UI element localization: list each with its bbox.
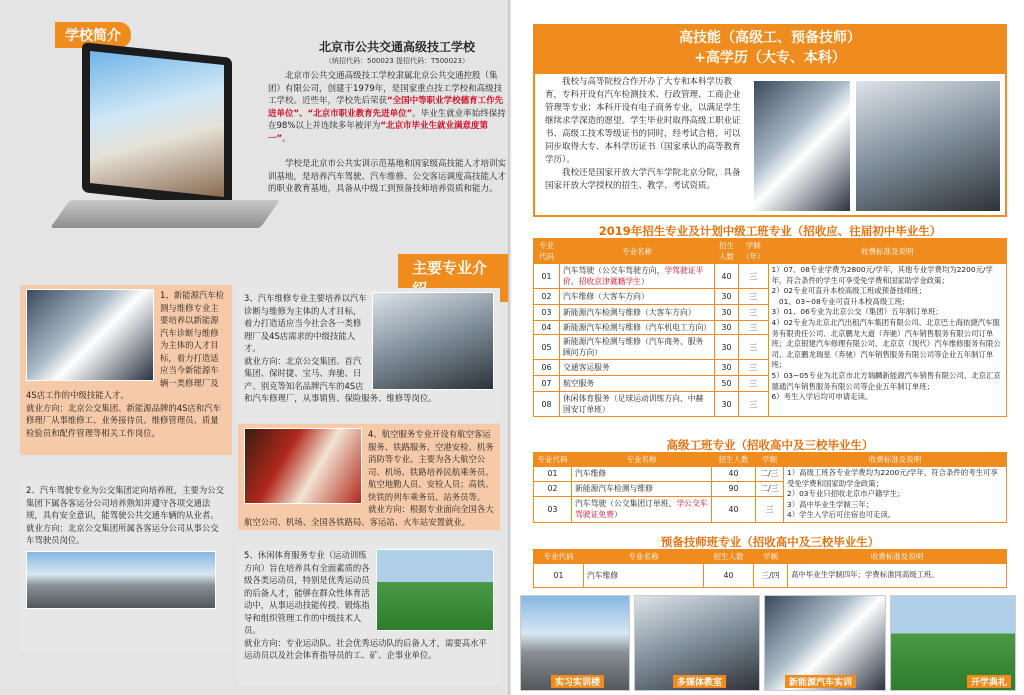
- fee-notes-intermediate: 1）07、08专业学费为2800元/学年，其他专业学费均为2200元/学年，符合条件的学生可享受免学费和国家助学金政策； 2）02专业可直升本校高级工班或预备技师班； 01、03~08专业可直升本校高级工班； 3）01、06专业为北京公交（集团）五年制订单班； 4）02专业为北京北汽出租汽车集团有限公司、北京巴士海依捷汽车服务有限责任公司、北京鹏龙大道（奔驰）汽车销售服务有限公司订单班；北京银建汽车修理有限公司、北京京（现代）汽车维修服务有限公司、北京鹏龙瑞星（奔驰）汽车销售服务有限公司等企业五年制订单班； 5）03~05专业为北京市北方瑞麟新能源汽车销售有限公司、北京汇京德通汽车销售服务有限公司等企业五年制订单班； 6）考生入学后均可申请走读。: [768, 264, 1007, 417]
- fee-notes-advanced: 1）高级工班各专业学费均为2200元/学年，符合条件的考生可享受免学费和国家助学金政策； 2）03专业只招收北京市户籍学生； 3）高中毕业生学制三年； 4）学生入学后可住宿也可走读。: [784, 467, 1007, 523]
- football-photo: [376, 549, 494, 631]
- strip-photo-2: 多媒体教室: [634, 595, 760, 691]
- major-4-box: [238, 424, 500, 530]
- col-num: 招生人数: [715, 239, 739, 264]
- major-intro-tag: 主要专业介: [398, 254, 512, 302]
- school-intro-tag: 学校简介: [55, 22, 131, 48]
- major-2-text: 2、汽车驾驶专业为公交集团定向培养班，主要为公交集团下属各客运分公司培养熟知并遵守各项交通法规，具有安全意识，能驾驶公共交通车辆的从业者。: [26, 485, 224, 520]
- strip-photo-4: 开学典礼: [890, 595, 1016, 691]
- table-row: 02 汽车维修（大客车方向） 30 三: [534, 289, 1007, 305]
- fee-notes-technician: 高中毕业生学制四年；学费标准同高级工班。: [788, 564, 1007, 588]
- col-fee: 收费标准及说明: [768, 239, 1007, 264]
- table-row: 03 汽车驾驶（公交集团订单班、学公交车驾驶证免费） 40 三: [534, 496, 1007, 522]
- major-2-box: [20, 480, 232, 652]
- major-5-jobs: 就业方向：专业运动队、社会优秀运动队的后备人才，需要高水平运动员以及社会体育指导员的工、矿、企事业单位。: [244, 637, 487, 660]
- col-years: 学制（年）: [739, 239, 769, 264]
- major-3-box: [238, 288, 500, 422]
- photo-strip: [520, 595, 1018, 691]
- major-5-box: [238, 545, 500, 685]
- major-3-text: 3、汽车维修专业主要培养以汽车诊断与维修为主体的人才目标，着力打造适应当今社会各一类修理厂及4S店需求的中级技能人才。: [244, 293, 367, 353]
- table-row: 04 新能源汽车检测与维修（汽车机电工方向） 30 三: [534, 321, 1007, 335]
- major-1-text: 1、新能源汽车检测与维修专业主要培养以新能源汽车诊断与维修为主体的人才目标，着力打造适应当今新能源车辆一类修理厂及4S店工作的中级技能人才。: [26, 290, 224, 400]
- table-row: 03 新能源汽车检测与维修（大客车方向） 30 三: [534, 305, 1007, 321]
- school-title: 北京市公共交通高级技工学校: [318, 40, 475, 54]
- major-4-text: 4、航空服务专业开设有航空客运服务、铁路服务、空港安检、机务消防等专业。主要为各大航空公司、机场、铁路培养民航乘务员、航空地勤人员、安检人员；高铁、快铁的列车乘务员、站务员等。: [368, 429, 494, 502]
- student-repair-photo: [753, 80, 851, 212]
- table-row: 01 汽车驾驶（公交车驾驶方向、学驾驶证半价、招收京津冀籍学生） 40 三 1）07、08专业学费为2800元/学年，其他专业学费均为2200元/学年，符合条件的学生可享受免学费和国家助学金政策； 2）02专业可直升本校高级工班或预备技师班； 01、03~08专业可直升本校高级工班； 3）01、06专业为北京公交（集团）五年制订单班； 4）02专业为北京北汽出租汽车集团有限公司、北京巴士海依捷汽车服务有限责任公司、北京鹏龙大道（奔驰）汽车销售服务有限公司订单班；北京银建汽车修理有限公司、北京京（现代）汽车维修服务有限公司、北京鹏龙瑞星（奔驰）汽车销售服务有限公司等企业五年制订单班； 5）03~05专业为北京市北方瑞麟新能源汽车销售有限公司、北京汇京德通汽车销售服务有限公司等企业五年制订单班； 6）考生入学后均可申请走读。: [534, 264, 1007, 289]
- car-repair-photo: [372, 292, 494, 390]
- table-row: 06 交通客运服务 30 三: [534, 360, 1007, 376]
- intro-paragraph-2: 学校是北京市公共实训示范基地和国家级高技能人才培训实训基地，是培养汽车驾驶、汽车维修、公交客运调度高技能人才的职业教育基地，具备从中级工到预备技师培养资质和能力。: [268, 159, 507, 194]
- col-code: 专业代码: [534, 239, 560, 264]
- major-3-jobs: 就业方向：北京公交集团、首汽集团、保时捷、宝马、奔驰、日产、别克等知名品牌汽车的4S店和汽车修理厂，从事销售、保险服务、维修等岗位。: [244, 355, 437, 403]
- table-technician: 专业代码 专业名称 招生人数 学制 收费标准及说明 01 汽车维修 40 三/四 高中毕业生学制四年；学费标准同高级工班。: [533, 549, 1007, 588]
- laptop-illustration: [60, 50, 270, 250]
- strip-photo-1: 实习实训楼: [520, 595, 630, 691]
- major-5-text: 5、休闲体育服务专业（运动训练方向）旨在培养具有全面素质的各级各类运动员，特别是优秀运动员的后备人才，能够在群众性体育活动中，从事运动技能传授、锻炼指导和组织管理工作的中级技术人员。: [244, 550, 370, 635]
- ev-repair-photo: [26, 289, 154, 381]
- major-2-jobs: 就业方向：北京公交集团所属各客运分公司从事公交车驾驶员岗位。: [26, 522, 219, 545]
- table-row: 01 汽车维修 40 二/三 1）高级工班各专业学费均为2200元/学年，符合条件的考生可享受免学费和国家助学金政策； 2）03专业只招收北京市户籍学生； 3）高中毕业生学制三年； 4）学生入学后可住宿也可走读。: [534, 467, 1007, 482]
- table-row: 08 休闲体育服务（足球运动训练方向、中赫国安订单班） 30 三: [534, 392, 1007, 417]
- section-title-intermediate: 2019年招生专业及计划中级工班专业（招收应、往届初中毕业生）: [598, 224, 942, 238]
- strip-photo-3: 新能源汽车实训: [764, 595, 886, 691]
- section-title-advanced: 高级工班专业（招收高中及三校毕业生）: [666, 438, 874, 452]
- higher-education-text: 我校与高等院校合作开办了大专和本科学历教育，专科开设有汽车检测技术、行政管理、工商企业管理等专业；本科开设有电子商务专业，以满足学生继续求学深造的愿望。学生毕业时取得高级工职业证书、高级工技术等级证书的同时，经考试合格，可以同步取得大专、本科学历证书（国家承认的高等教育学历）。 我校还是国家开放大学汽车学院北京分院，具备国家开放大学授权的招生、教学、考试资质。: [545, 77, 741, 191]
- bus-photo: [26, 551, 216, 609]
- intro-paragraph-1: 北京市公共交通高级技工学校隶属北京公共交通控股（集团）有限公司，创建于1979年，是国家重点技工学校和高级技工学校。近些年，学校先后荣获“全国中等职业学校德育工作先进单位”、“北京市职业教育先进单位”。毕业生就业率始终保持在98%以上并连续多年被评为“北京市毕业生就业满意度第一”。: [268, 71, 506, 144]
- aviation-photo: [244, 428, 362, 504]
- table-intermediate: [533, 238, 1007, 417]
- major-1-box: [20, 285, 232, 455]
- major-4-jobs: 就业方向：根据专业面向全国各大航空公司、机场、全国各铁路局、客运站、火车站安置就业。: [244, 504, 494, 527]
- col-name: 专业名称: [560, 239, 715, 264]
- table-advanced: 专业代码 专业名称 招生人数 学制 收费标准及说明 01 汽车维修 40 二/三 1）高级工班各专业学费均为2200元/学年，符合条件的考生可享受免学费和国家助学金政策； 2）03专业只招收北京市户籍学生； 3）高中毕业生学制三年； 4）学生入学后可住宿也可走读。 02 新能源汽车检测与维修 90 二/三 03 汽车驾驶（公交集团订单班、学公交车驾驶证免费） 40 三: [533, 452, 1007, 523]
- table-row: 05 新能源汽车检测与维修（汽车商务、服务顾问方向） 30 三: [534, 335, 1007, 360]
- admission-codes: （统招代码：500023 提招代码：T500023）: [325, 57, 469, 65]
- higher-education-banner: 高技能（高级工、预备技师） +高学历（大专、本科）: [533, 24, 1007, 72]
- campus-photo: [90, 51, 224, 197]
- table-row: 02 新能源汽车检测与维修 90 二/三: [534, 481, 1007, 496]
- workshop-photo: [855, 80, 1001, 212]
- major-1-jobs: 就业方向：北京公交集团、新能源品牌的4S店和汽车修理厂从事维修工、业务接待员、维修管理员、质量检验员和配件管理等相关工作岗位。: [26, 402, 221, 438]
- table-row: 07 航空服务 50 三: [534, 376, 1007, 392]
- table-row: 01 汽车维修 40 三/四 高中毕业生学制四年；学费标准同高级工班。: [534, 564, 1007, 588]
- higher-education-box: [533, 72, 1007, 217]
- section-title-technician: 预备技师班专业（招收高中及三校毕业生）: [660, 535, 880, 549]
